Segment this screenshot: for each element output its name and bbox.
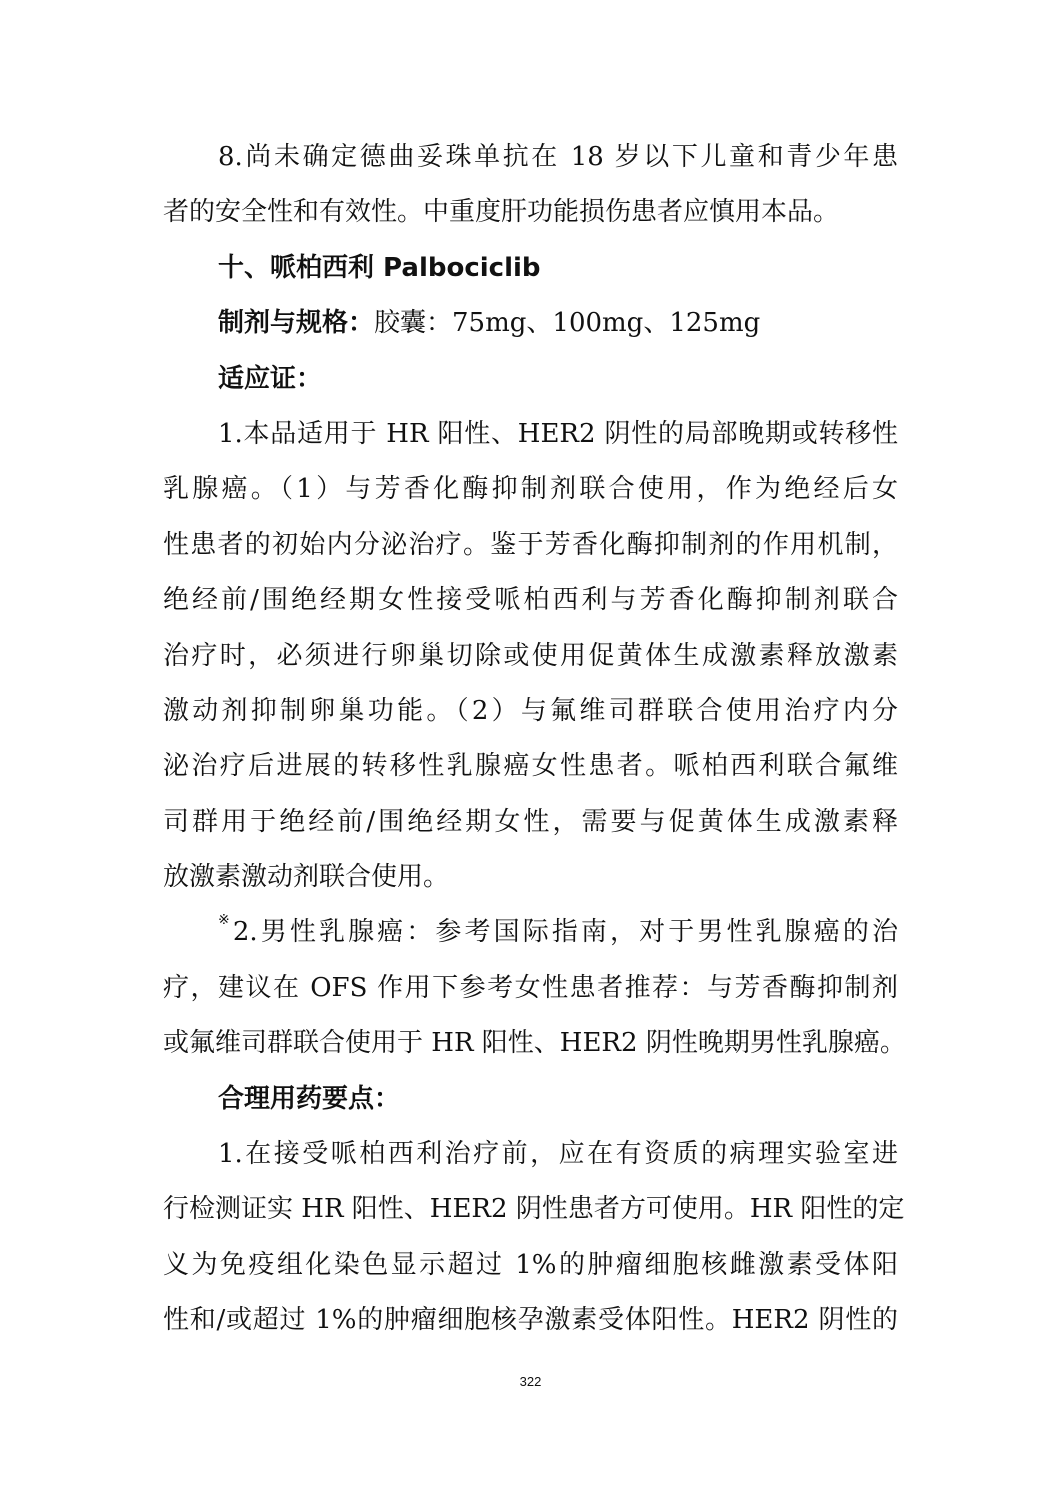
paragraph-line: 泌治疗后进展的转移性乳腺癌女性患者。哌柏西利联合氟维	[163, 751, 898, 782]
formulation-label: 制剂与规格：	[218, 308, 375, 339]
paragraph-line: 放激素激动剂联合使用。	[163, 862, 450, 893]
paragraph-line: 司群用于绝经前/围绝经期女性，需要与促黄体生成激素释	[163, 806, 898, 837]
key-points-heading: 合理用药要点：	[218, 1083, 401, 1114]
paragraph-line: 激动剂抑制卵巢功能。（2）与氟维司群联合使用治疗内分	[163, 695, 898, 726]
paragraph-line: 绝经前/围绝经期女性接受哌柏西利与芳香化酶抑制剂联合	[163, 585, 898, 616]
paragraph-line: 1.本品适用于 HR 阳性、HER2 阴性的局部晚期或转移性	[218, 418, 898, 449]
paragraph-line: 治疗时，必须进行卵巢切除或使用促黄体生成激素释放激素	[163, 640, 898, 671]
paragraph-line	[163, 905, 898, 960]
paragraph-line: 1.在接受哌柏西利治疗前，应在有资质的病理实验室进	[218, 1139, 898, 1170]
paragraph-line: 者的安全性和有效性。中重度肝功能损伤患者应慎用本品。	[163, 197, 840, 228]
document-body	[163, 130, 906, 1349]
paragraph-line: 疗，建议在 OFS 作用下参考女性患者推荐：与芳香酶抑制剂	[163, 972, 898, 1003]
paragraph-line: 或氟维司群联合使用于 HR 阳性、HER2 阴性晚期男性乳腺癌。	[163, 1028, 906, 1059]
paragraph-line: 8.尚未确定德曲妥珠单抗在 18 岁以下儿童和青少年患	[218, 142, 898, 172]
paragraph-line: 行检测证实 HR 阳性、HER2 阴性患者方可使用。HR 阳性的定	[163, 1194, 905, 1225]
page-number: 322	[519, 1374, 542, 1389]
paragraph-line: 乳腺癌。（1）与芳香化酶抑制剂联合使用，作为绝经后女	[163, 474, 898, 505]
paragraph-line: 义为免疫组化染色显示超过 1%的肿瘤细胞核雌激素受体阳	[163, 1249, 898, 1280]
paragraph-text: 2.男性乳腺癌：参考国际指南，对于男性乳腺癌的治	[232, 917, 898, 948]
paragraph-line: 性和/或超过 1%的肿瘤细胞核孕激素受体阳性。HER2 阴性的	[163, 1305, 898, 1336]
section-heading: 十、哌柏西利 Palbociclib	[218, 252, 541, 283]
formulation-line	[163, 296, 898, 351]
paragraph-line: 性患者的初始内分泌治疗。鉴于芳香化酶抑制剂的作用机制，	[163, 529, 898, 560]
reference-mark: ※	[218, 912, 233, 929]
formulation-value: 胶囊：75mg、100mg、125mg	[374, 308, 761, 339]
indications-heading: 适应证：	[218, 363, 323, 394]
